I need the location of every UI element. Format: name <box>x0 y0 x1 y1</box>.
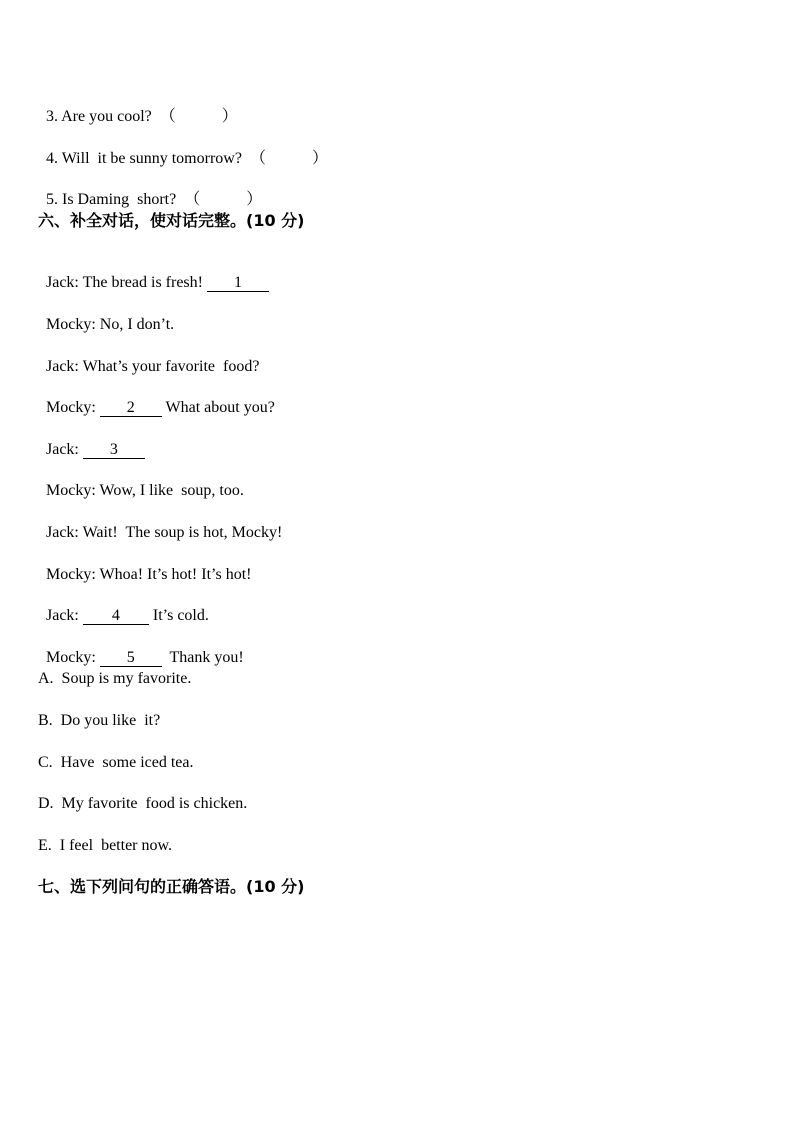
answer-paren-open: （ <box>159 108 176 125</box>
dialogue-text: What about you? <box>161 399 275 416</box>
answer-paren-open: （ <box>249 150 266 167</box>
blank-2[interactable]: 2 <box>100 399 162 417</box>
dialogue-text: Wait! The soup is hot, Mocky! <box>78 524 283 541</box>
option-d: D. My favorite food is chicken. <box>38 795 248 812</box>
speaker: Mocky: <box>46 649 96 666</box>
dialogue-line-10 <box>38 628 244 668</box>
dialogue-line-3 <box>38 337 259 377</box>
dialogue-text: It’s cold. <box>148 607 209 624</box>
dialogue-text: Thank you! <box>161 649 244 666</box>
dialogue-line-8 <box>38 545 251 585</box>
blank-1[interactable]: 1 <box>207 274 269 292</box>
dialogue-line-1 <box>38 253 269 293</box>
answer-paren-close: ） <box>221 108 238 125</box>
section-7-heading: 七、选下列问句的正确答语。(10 分) <box>38 877 305 896</box>
speaker: Mocky: <box>46 316 96 333</box>
question-3-text: 3. Are you cool? <box>46 108 152 125</box>
dialogue-line-7 <box>38 503 282 543</box>
answer-paren-close: ） <box>246 191 263 208</box>
speaker: Jack: <box>46 524 79 541</box>
option-c: C. Have some iced tea. <box>38 754 194 771</box>
speaker: Jack: <box>46 441 79 458</box>
speaker: Mocky: <box>46 482 96 499</box>
dialogue-text: What’s your favorite food? <box>78 358 260 375</box>
question-4 <box>38 129 328 169</box>
section-6-heading: 六、补全对话，使对话完整。(10 分) <box>38 211 305 230</box>
dialogue-line-6 <box>38 461 244 501</box>
speaker: Jack: <box>46 358 79 375</box>
speaker: Jack: <box>46 607 79 624</box>
question-5-text: 5. Is Daming short? <box>46 191 177 208</box>
dialogue-line-9 <box>38 586 209 626</box>
answer-paren-close: ） <box>311 150 328 167</box>
speaker: Mocky: <box>46 399 96 416</box>
blank-5[interactable]: 5 <box>100 649 162 667</box>
speaker: Jack: <box>46 274 79 291</box>
dialogue-line-2 <box>38 295 174 335</box>
dialogue-text: Wow, I like soup, too. <box>95 482 244 499</box>
question-4-text: 4. Will it be sunny tomorrow? <box>46 150 242 167</box>
dialogue-text: The bread is fresh! <box>78 274 207 291</box>
blank-3[interactable]: 3 <box>83 441 145 459</box>
option-a: A. Soup is my favorite. <box>38 670 192 687</box>
option-e: E. I feel better now. <box>38 837 173 854</box>
dialogue-line-4 <box>38 378 275 418</box>
dialogue-line-5 <box>38 420 145 460</box>
speaker: Mocky: <box>46 566 96 583</box>
question-5 <box>38 170 262 210</box>
dialogue-text: No, I don’t. <box>95 316 175 333</box>
dialogue-text: Whoa! It’s hot! It’s hot! <box>95 566 252 583</box>
question-3 <box>38 87 238 127</box>
answer-paren-open: （ <box>184 191 201 208</box>
option-b: B. Do you like it? <box>38 712 161 729</box>
blank-4[interactable]: 4 <box>83 607 149 625</box>
